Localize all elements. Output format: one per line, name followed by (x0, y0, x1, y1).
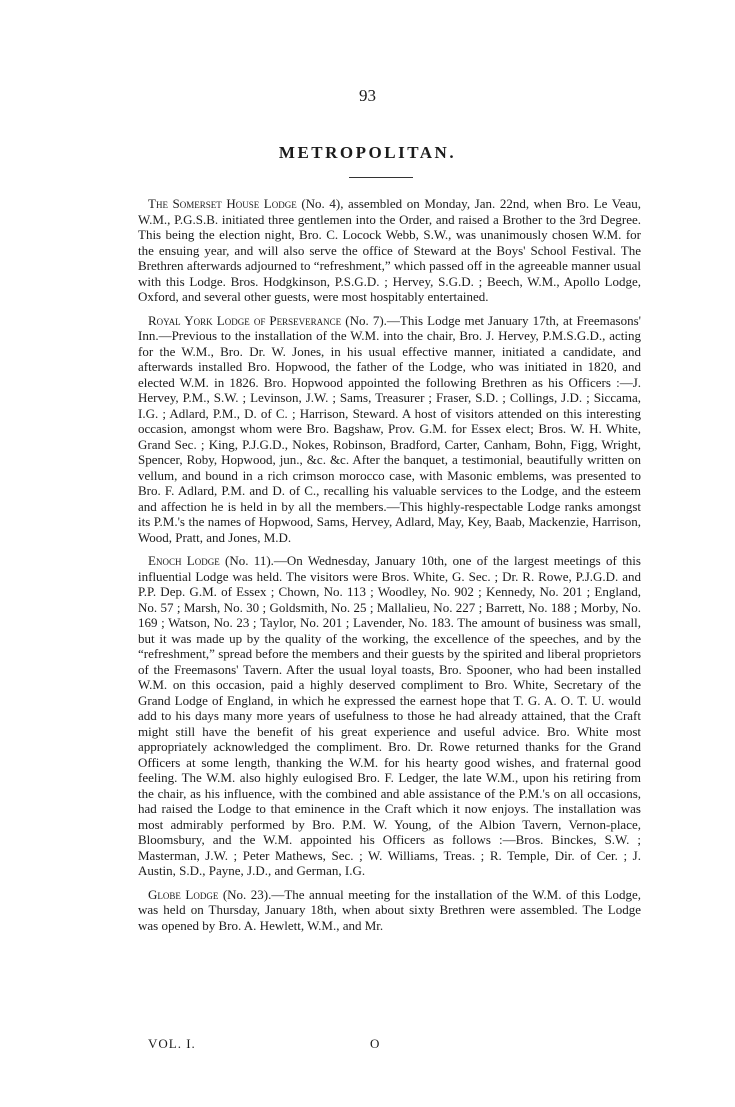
article-paragraph (138, 313, 641, 546)
lodge-name: Enoch Lodge (148, 553, 220, 568)
section-title: METROPOLITAN. (278, 143, 457, 162)
paragraph-text: (No. 7).—This Lodge met January 17th, at Freemasons' Inn.—Previous to the installation of the W.M. into the chair, Bro. J. Hervey, P.M.S.G.D., acting for the W.M., Bro. Dr. W. Jones, in his usual effective manner, initiated a candidate, and afterwards installed Bro. Hopwood, the father of the Lodge, who was initiated in 1820, and elected W.M. in 1826. Bro. Hopwood appointed the following Brethren as his Officers :—J. Hervey, P.M., S.W. ; Levinson, J.W. ; Sams, Treasurer ; Fraser, S.D. ; Collings, J.D. ; Siccama, I.G. ; Adlard, P.M., D. of C. ; Harrison, Steward. A host of visitors attended on this interesting occasion, amongst whom were Bro. Bagshaw, Prov. G.M. for Essex elect; Bros. W. H. White, Grand Sec. ; King, P.J.G.D., Nokes, Robinson, Bradford, Carter, Canham, Bohn, Figg, Wright, Spencer, Roby, Hopwood, jun., &c. &c. After the banquet, a testimonial, beautifully written on vellum, and bound in a rich crimson morocco case, with Masonic emblems, was presented to Bro. F. Adlard, P.M. and D. of C., recalling his valuable services to the Lodge, and the esteem and affection he is held in by all the members.—This highly-respectable Lodge ranks amongst its P.M.'s the names of Hopwood, Sams, Hervey, Adlard, May, Key, Baab, Mackenzie, Harrison, Wood, Pratt, and Jones, M.D. (138, 312, 641, 545)
paragraph-text: (No. 11).—On Wednesday, January 10th, one of the largest meetings of this influential Lodge was held. The visitors were Bros. White, G. Sec. ; Dr. R. Rowe, P.J.G.D. and P.P. Dep. G.M. of Essex ; Chown, No. 113 ; Woodley, No. 902 ; Kennedy, No. 201 ; England, No. 57 ; Marsh, No. 30 ; Goldsmith, No. 25 ; Mallalieu, No. 227 ; Barrett, No. 188 ; Morby, No. 169 ; Watson, No. 23 ; Taylor, No. 201 ; Lavender, No. 183. The amount of business was small, but it was made up by the quality of the working, the excellence of the speeches, and by the “refreshment,” spread before the members and their guests by the spirited and liberal proprietors of the Freemasons' Tavern. After the usual loyal toasts, Bro. Spooner, who had been installed W.M. on this occasion, paid a highly deserved compliment to Bro. White, Secretary of the Grand Lodge of England, in which he expressed the earnest hope that T. G. A. O. T. U. would add to his days many more years of usefulness to those he had already attained, that the Craft might still have the benefit of his great experience and useful advice. Bro. White most appropriately acknowledged the compliment. Bro. Dr. Rowe returned thanks for the Grand Officers at some length, thanking the W.M. for his hearty good wishes, and fraternal good feeling. The W.M. also highly eulogised Bro. F. Ledger, the late W.M., upon his retiring from the chair, as his influence, with the combined and able assistance of the P.M.'s on all occasions, had raised the Lodge to that eminence in the Craft which it now enjoys. The installation was most admirably performed by Bro. P.M. W. Young, of the Albion Tavern, Vernon-place, Bloomsbury, and the W.M. appointed his Officers as follows :—Bros. Binckes, S.W. ; Masterman, J.W. ; Peter Mathews, Sec. ; W. Williams, Treas. ; R. Temple, Dir. of Cer. ; J. Austin, S.D., Payne, J.D., and German, I.G. (138, 553, 641, 878)
lodge-name: Globe Lodge (148, 886, 219, 902)
article-paragraph (138, 553, 641, 879)
title-rule (349, 177, 413, 178)
paragraph-text: (No. 4), assembled on Monday, Jan. 22nd, when Bro. Le Veau, W.M., P.G.S.B. initiated three gentlemen into the Order, and raised a Brother to the 3rd Degree. This being the election night, Bro. C. Locock Webb, S.W., was unanimously chosen W.M. for the ensuing year, and will also serve the office of Steward at the Boys' School Festival. The Brethren afterwards adjourned to “refreshment,” which passed off in the agreeable manner usual with this Lodge. Bros. Hodgkinson, P.S.G.D. ; Hervey, S.G.D. ; Beech, W.M., Apollo Lodge, Oxford, and several other guests, were most hospitably entertained. (138, 196, 642, 304)
article-body (138, 196, 641, 941)
page-footer (148, 1036, 388, 1052)
page-number: 93 (359, 86, 376, 105)
volume-label: VOL. I. (148, 1036, 196, 1051)
lodge-name: Royal York Lodge of Perseverance (148, 312, 342, 328)
article-paragraph (138, 196, 641, 305)
lodge-name: The Somerset House Lodge (148, 196, 297, 211)
signature-mark: O (370, 1036, 380, 1051)
paragraph-text: (No. 23).—The annual meeting for the installation of the W.M. of this Lodge, was held on Thursday, January 18th, when about sixty Brethren were assembled. The Lodge was opened by Bro. A. Hewlett, W.M., and Mr. (138, 886, 642, 933)
article-paragraph (138, 887, 641, 934)
